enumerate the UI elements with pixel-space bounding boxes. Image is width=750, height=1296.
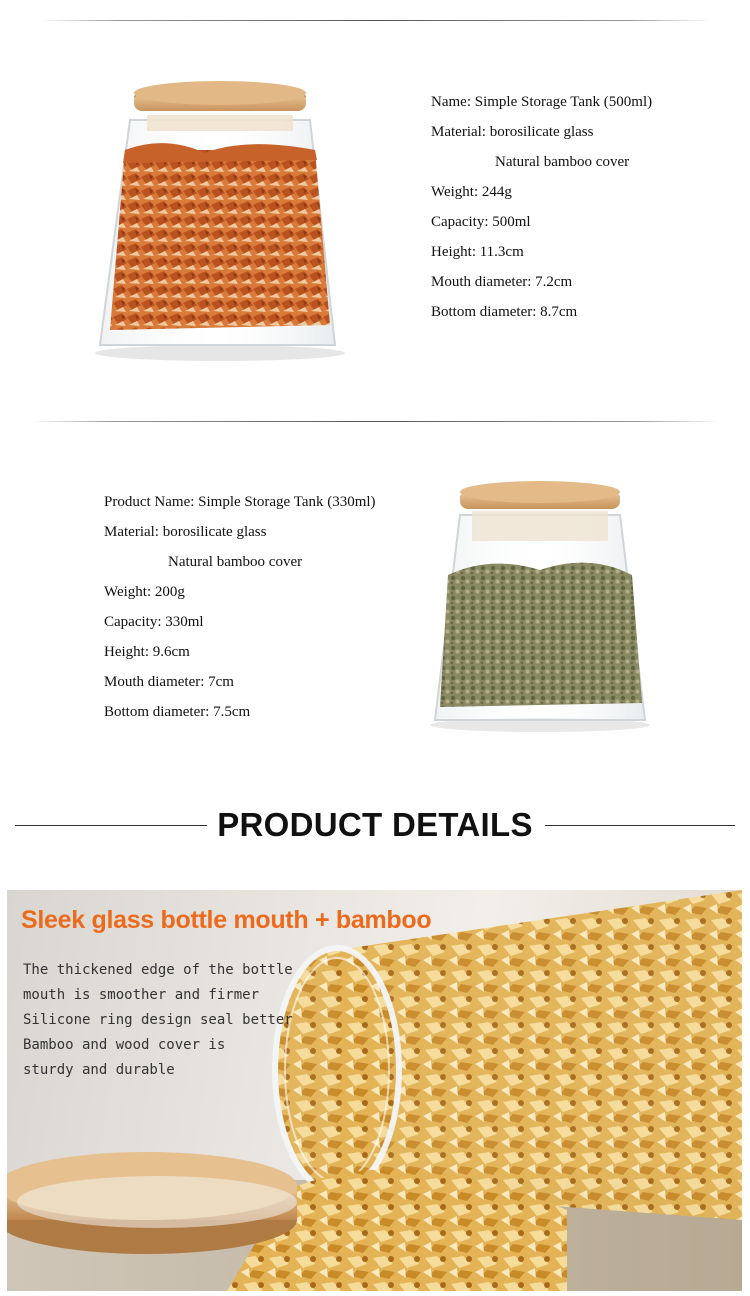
spec-line: Weight: 244g bbox=[431, 184, 512, 200]
section-heading: PRODUCT DETAILS bbox=[0, 806, 750, 844]
specs-500ml bbox=[431, 87, 652, 327]
spec-line: Natural bamboo cover bbox=[495, 154, 630, 170]
photo-title: Sleek glass bottle mouth + bamboo bbox=[21, 906, 432, 934]
detail-photo bbox=[7, 890, 742, 1291]
spec-line: Natural bamboo cover bbox=[168, 554, 303, 570]
detail-photo-illustration bbox=[7, 890, 742, 1291]
photo-description-line: The thickened edge of the bottle bbox=[23, 962, 293, 978]
spec-line: Bottom diameter: 7.5cm bbox=[104, 704, 251, 720]
spec-line: Mouth diameter: 7.2cm bbox=[431, 274, 573, 290]
photo-description bbox=[23, 958, 293, 1083]
divider-middle bbox=[30, 421, 720, 422]
spec-line: Material: borosilicate glass bbox=[104, 524, 267, 540]
spec-line: Material: borosilicate glass bbox=[431, 124, 594, 140]
spec-line: Product Name: Simple Storage Tank (330ml) bbox=[104, 494, 376, 510]
photo-description-line: Bamboo and wood cover is bbox=[23, 1037, 226, 1053]
spec-line: Height: 9.6cm bbox=[104, 644, 190, 660]
photo-description-line: mouth is smoother and firmer bbox=[23, 987, 260, 1003]
spec-line: Capacity: 330ml bbox=[104, 614, 204, 630]
specs-330ml bbox=[104, 487, 376, 727]
spec-line: Name: Simple Storage Tank (500ml) bbox=[431, 94, 653, 110]
jar-330ml-image bbox=[420, 475, 660, 745]
spec-line: Bottom diameter: 8.7cm bbox=[431, 304, 578, 320]
jar-500ml-image bbox=[85, 75, 355, 375]
spec-line: Capacity: 500ml bbox=[431, 214, 531, 230]
photo-description-line: sturdy and durable bbox=[23, 1062, 175, 1078]
spec-line: Weight: 200g bbox=[104, 584, 185, 600]
photo-description-line: Silicone ring design seal better bbox=[23, 1012, 293, 1028]
spec-line: Height: 11.3cm bbox=[431, 244, 524, 260]
spec-line: Mouth diameter: 7cm bbox=[104, 674, 234, 690]
divider-top bbox=[40, 20, 710, 21]
